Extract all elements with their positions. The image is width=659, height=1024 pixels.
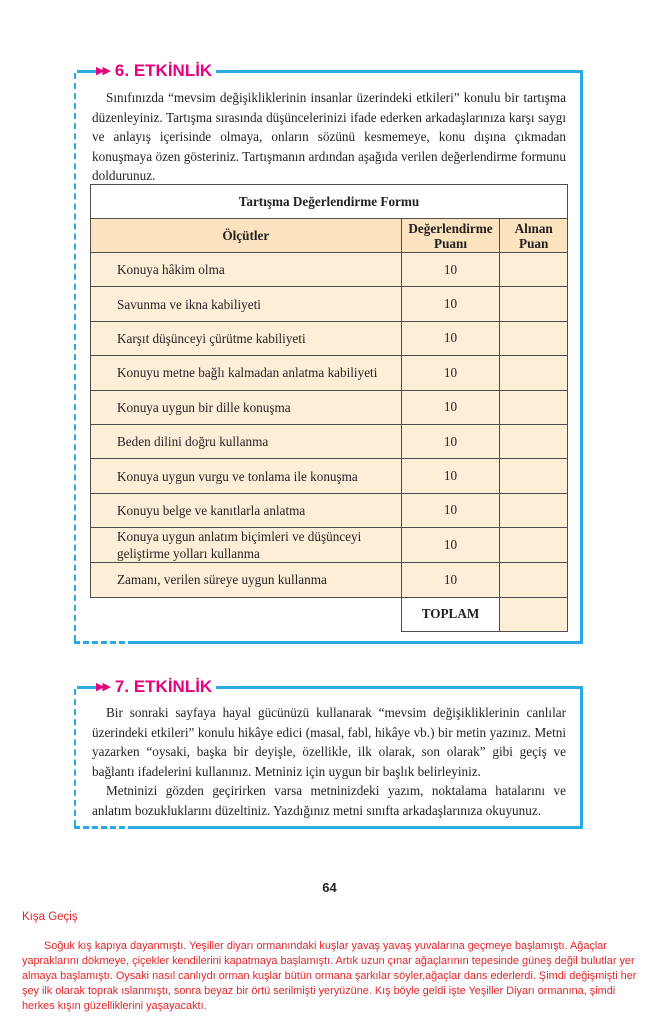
total-received-cell[interactable] [500,597,568,631]
points-cell: 10 [401,424,500,458]
received-cell[interactable] [500,390,568,424]
page-number: 64 [322,880,337,895]
criterion-cell: Konuya uygun bir dille konuşma [91,390,402,424]
criterion-cell: Zamanı, verilen süreye uygun kullanma [91,563,402,597]
handwritten-story-title: Kışa Geçiş [22,911,78,923]
received-cell[interactable] [500,493,568,527]
activity7-heading [96,678,216,696]
table-row [91,493,568,527]
criterion-cell: Karşıt düşünceyi çürütme kabiliyeti [91,321,402,355]
column-header-criteria: Ölçütler [91,219,402,253]
activity7-paragraph-2: Metninizi gözden geçirirken varsa metninizdeki yazım, noktalama hatalarını ve anlatım bozukluklarını düzeltiniz. Yazdığınız metni sınıfta arkadaşlarınıza okuyunuz. [92,783,566,818]
table-row [91,253,568,287]
table-row [91,459,568,493]
total-label: TOPLAM [401,597,500,631]
activity6-heading-text: 6. ETKİNLİK [114,61,213,80]
activity6-paragraph-text: Sınıfınızda “mevsim değişikliklerinin insanlar üzerindeki etkileri” konulu bir tartışma düzenleyiniz. Tartışma sırasında düşüncelerinizi ifade ederken arkadaşlarınıza karşı saygı ve anlayış içerisinde olmaya, onların sözünü kesmemeye, konu dışına çıkmadan konuşmaya özen gösteriniz. Tartışmanın ardından aşağıda verilen değerlendirme formunu doldurunuz. [92,90,566,183]
table-row [91,390,568,424]
table-row [91,528,568,563]
activity7-paragraph-1: Bir sonraki sayfaya hayal gücünüzü kullanarak “mevsim değişikliklerinin canlılar üzerindeki etkileri” konulu hikâye edici (masal, fabl, hikâye vb.) bir metin yazınız. Metni yazarken “oysaki, başka bir deyişle, özellikle, ilk olarak, son olarak” gibi geçiş ve bağlantı ifadelerini kullanınız. Metniniz için uygun bir başlık belirleyiniz. [92,705,566,779]
received-cell[interactable] [500,253,568,287]
criterion-cell: Konuya hâkim olma [91,253,402,287]
total-spacer [91,597,402,631]
frame-left-dashed-border [74,689,76,826]
table-row [91,356,568,390]
received-cell[interactable] [500,321,568,355]
evaluation-form-table [90,184,568,632]
points-cell: 10 [401,287,500,321]
handwritten-story-text: Soğuk kış kapıya dayanmıştı. Yeşiller diyarı ormanındaki kuşlar yavaş yavaş yuvalarına geçmeye başlamıştı. Ağaçlar yapraklarını dökmeye, çiçekler kendilerini kapatmaya başlamıştı. Artık uzun çınar ağaçlarının tepesinde güneş değil bulutlar yer almaya başlamıştı. Oysaki nasıl canlıydı orman kuşlar bütün ormana şarkılar söyler,ağaçlar dans ederlerdi. Şimdi değişmişti her şey ilk olarak toprak ıslanmıştı, sonra beyaz bir örtü serilmişti yeryüzüne. Kış böyle geldi işte Yeşiller Diyarı ormanına, şimdi herkes kışın güzelliklerini yaşayacaktı. [22,940,637,1012]
activity6-paragraph [92,88,566,186]
table-row [91,321,568,355]
points-cell: 10 [401,459,500,493]
table-row [91,287,568,321]
activity6-heading [96,62,216,80]
criterion-cell: Konuyu belge ve kanıtlarla anlatma [91,493,402,527]
frame-left-dashed-border [74,73,76,641]
column-header-received-points: Alınan Puan [500,219,568,253]
table-row [91,563,568,597]
received-cell[interactable] [500,459,568,493]
double-arrow-icon: ▶▶ [96,65,109,77]
received-cell[interactable] [500,287,568,321]
received-cell[interactable] [500,563,568,597]
points-cell: 10 [401,321,500,355]
total-row [91,597,568,631]
points-cell: 10 [401,253,500,287]
double-arrow-icon: ▶▶ [96,681,109,693]
criterion-cell: Beden dilini doğru kullanma [91,424,402,458]
points-cell: 10 [401,528,500,563]
received-cell[interactable] [500,528,568,563]
points-cell: 10 [401,563,500,597]
activity7-paragraphs [92,703,566,820]
criterion-cell: Savunma ve ikna kabiliyeti [91,287,402,321]
frame-bottom-dashed-border [74,826,134,829]
form-title: Tartışma Değerlendirme Formu [91,185,568,219]
table-row [91,424,568,458]
received-cell[interactable] [500,424,568,458]
points-cell: 10 [401,356,500,390]
points-cell: 10 [401,390,500,424]
received-cell[interactable] [500,356,568,390]
activity7-heading-text: 7. ETKİNLİK [114,677,213,696]
column-header-evaluation-points: Değerlendirme Puanı [401,219,500,253]
frame-bottom-dashed-border [74,641,134,644]
criterion-cell: Konuya uygun anlatım biçimleri ve düşünceyi geliştirme yolları kullanma [91,528,402,563]
points-cell: 10 [401,493,500,527]
criterion-cell: Konuya uygun vurgu ve tonlama ile konuşma [91,459,402,493]
handwritten-story [22,939,650,1014]
criterion-cell: Konuyu metne bağlı kalmadan anlatma kabiliyeti [91,356,402,390]
